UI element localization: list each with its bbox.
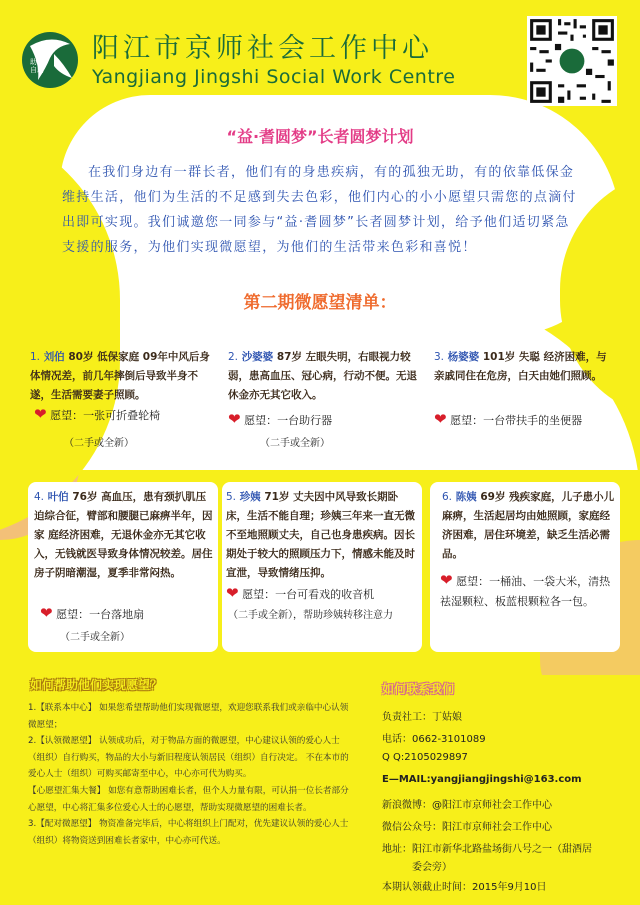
wish-card-4 [34, 488, 214, 583]
help-body [28, 700, 354, 849]
wish-number: 6. [442, 491, 453, 503]
wish-number: 4. [34, 491, 45, 503]
contact-phone: 电话：0662-3101089 [382, 734, 486, 745]
wish-name: 杨婆婆 [447, 351, 480, 363]
wish-item: 愿望：一台落地扇 [56, 608, 145, 621]
contact-wechat: 微信公众号：阳江市京师社会工作中心 [382, 822, 552, 833]
wish-line-4 [40, 604, 144, 622]
wish-name: 沙婆婆 [241, 351, 274, 363]
wish-item: 愿望：一台带扶手的坐便器 [450, 414, 583, 427]
wish-item: 愿望：一桶油、一袋大米，清热祛湿颗粒、板蓝根颗粒各一包。 [440, 575, 611, 608]
heart-icon: ❤ [34, 405, 47, 423]
wish-card-3 [434, 348, 614, 386]
wish-line-3 [434, 410, 582, 428]
wish-line-6 [440, 570, 620, 612]
qr-code [527, 16, 617, 106]
wish-note-4: （二手或全新） [60, 632, 130, 643]
logo-text: 助人 自助 [30, 58, 44, 74]
wish-name: 刘伯 [43, 351, 65, 363]
wish-number: 1. [30, 351, 41, 363]
help-title: 如何帮助他们实现愿望？ [30, 678, 163, 692]
wish-description: 80岁 低保家庭 09年中风后身体情况差，前几年摔倒后导致半身不遂，生活需要妻子照顾。 [30, 351, 210, 401]
wish-description: 101岁 失聪 经济困难，与亲戚同住在危房，白天由她们照顾。 [434, 351, 607, 382]
help-step-3: 3.【配对微愿望】 物资准备完毕后，中心将组织上门配对，优先建议认领的爱心人士（组织）将物资送到困难长者家中，中心亦可代送。 [28, 819, 349, 846]
contact-address-cont: 委会旁） [412, 862, 452, 873]
wish-description: 76岁 高血压，患有颈扒肌压迫综合征，臂部和腰腿已麻痹半年，因家 庭经济困难，无退休金亦无其它收入，无钱就医导致身体情况较差。居住房子阴暗潮湿，夏季非常闷热。 [34, 491, 213, 579]
wish-list-title: 第二期微愿望清单： [243, 293, 397, 313]
heart-icon: ❤ [226, 584, 239, 602]
heart-icon: ❤ [434, 410, 447, 428]
intro-text: 在我们身边有一群长者，他们有的身患疾病，有的孤独无助，有的依靠低保金维持生活，他们为生活的不足感到失去色彩，他们内心的小小愿望只需您的点滴付出即可实现。我们诚邀您一同参与“益·耆圆梦”长者圆梦计划，给予他们适切紧急支援的服务，为他们实现微愿望，为他们的生活带来色彩和喜悦！ [62, 165, 577, 255]
wish-card-5 [226, 488, 418, 583]
org-name-cn: 阳江市京师社会工作中心 [92, 33, 433, 64]
wish-name: 叶伯 [47, 491, 69, 503]
help-step-2: 2.【认领微愿望】 认领成功后，对于物品方面的微愿望，中心建议认领的爱心人士（组织）自行购买，物品的大小与新旧程度认领居民（组织）自行决定。 不在本市的爱心人士（组织）可购买邮寄至中心，中心亦可代为购买。 [28, 736, 349, 780]
contact-person: 负责社工：丁姑娘 [382, 712, 462, 723]
contact-weibo: 新浪微博：@阳江市京师社会工作中心 [382, 800, 552, 811]
heart-icon: ❤ [440, 571, 453, 589]
contact-address: 地址：阳江市新华北路盐场街八号之一（甜酒居 [382, 844, 592, 855]
wish-line-5 [226, 584, 374, 602]
wish-name: 陈姨 [455, 491, 477, 503]
wish-line-2 [228, 410, 332, 428]
wish-item: 愿望：一张可折叠轮椅 [50, 409, 161, 422]
help-step-1: 1.【联系本中心】 如果您希望帮助他们实现微愿望，欢迎您联系我们或亲临中心认领微愿望； [28, 703, 349, 730]
wish-card-6 [442, 488, 617, 564]
wish-note-2: （二手或全新） [260, 438, 330, 449]
wish-item: 愿望：一台可看戏的收音机 [242, 588, 375, 601]
wish-number: 5. [226, 491, 237, 503]
org-name-en: Yangjiang Jingshi Social Work Centre [92, 66, 456, 88]
wish-item: 愿望：一台助行器 [244, 414, 333, 427]
wish-note-5: （二手或全新），帮助珍姨转移注意力 [228, 610, 393, 621]
deadline: 本期认领截止时间：2015年9月10日 [382, 882, 547, 893]
contact-qq: Q Q:2105029897 [382, 752, 468, 763]
wish-description: 69岁 残疾家庭，儿子患小儿麻痹，生活起居均由她照顾，家庭经济困难，居住环境差，缺乏生活必需品。 [442, 491, 615, 560]
wish-name: 珍姨 [239, 491, 261, 503]
wish-description: 87岁 左眼失明，右眼视力较弱，患高血压、冠心病，行动不便。无退休金亦无其它收入。 [228, 351, 417, 401]
wish-note-1: （二手或全新） [64, 438, 134, 449]
contact-email[interactable]: E—MAIL:yangjiangjingshi@163.com [382, 774, 582, 785]
wish-card-1 [30, 348, 215, 405]
wish-number: 2. [228, 351, 239, 363]
project-title: “益·耆圆梦”长者圆梦计划 [226, 127, 414, 146]
heart-icon: ❤ [228, 410, 241, 428]
wish-description: 71岁 丈夫因中风导致长期卧床，生活不能自理；珍姨三年来一直无微不至地照顾丈夫，自己也身患疾病。因长期处于较大的照顾压力下，情感未能及时宣泄，导致情绪压抑。 [226, 491, 415, 579]
heart-icon: ❤ [40, 604, 53, 622]
wish-line-1 [34, 405, 160, 423]
help-step-2b: 【心愿望汇集大餐】 如您有意帮助困难长者，但个人力量有限，可认捐一位长者部分心愿望，中心将汇集多位爱心人士的心愿望，帮助实现微愿望的困难长者。 [28, 785, 349, 813]
wish-number: 3. [434, 351, 445, 363]
wish-card-2 [228, 348, 423, 405]
contact-title: 如何联系我们 [382, 682, 455, 696]
